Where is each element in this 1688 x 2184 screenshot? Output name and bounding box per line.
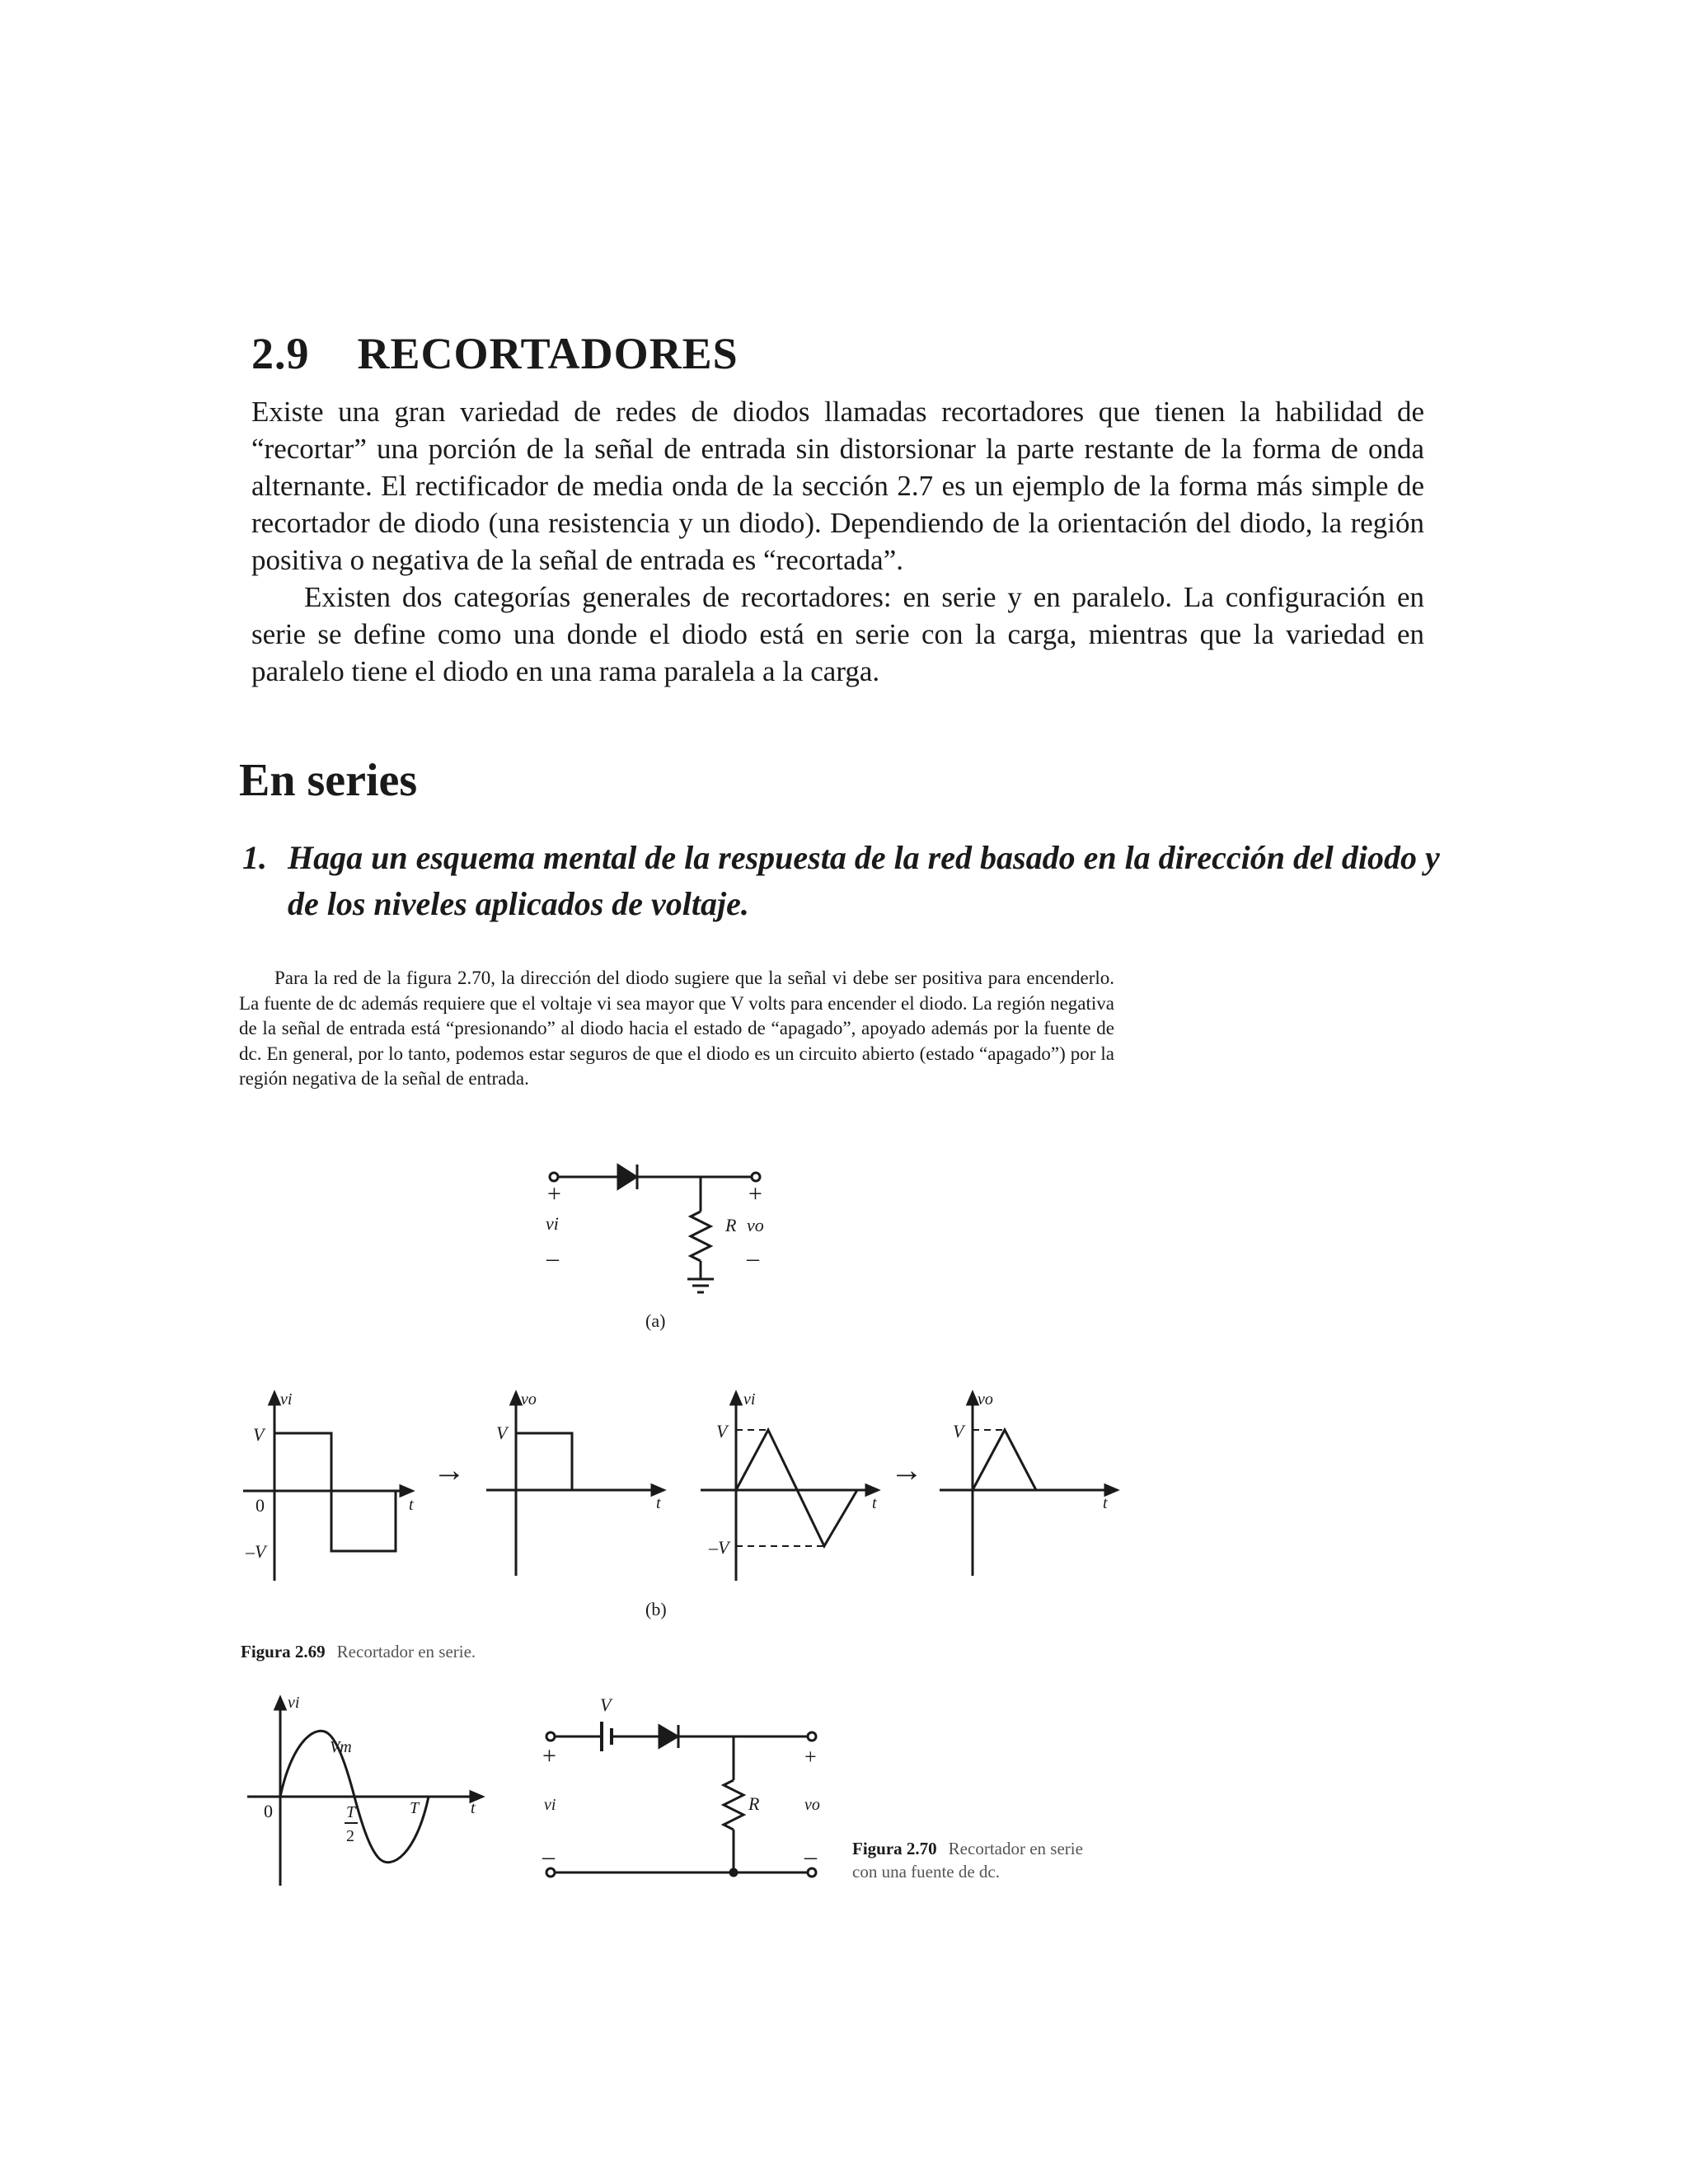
- fig70-circuit: [546, 1722, 816, 1877]
- axis-label-vo: vo: [978, 1390, 993, 1408]
- caption-label: Figura 2.70: [852, 1839, 937, 1858]
- caption-text: Recortador en serie con una fuente de dc.: [852, 1839, 1083, 1882]
- plus-label: +: [804, 1745, 817, 1769]
- axis-label-t: t: [409, 1496, 414, 1514]
- label-V-source: V: [600, 1694, 612, 1715]
- intro-paragraph: Existe una gran variedad de redes de diodos llamadas recortadores que tienen la habilidad de “recortar” una porción de la señal de entrada sin distorsionar la parte restante de la forma de onda alternante. El rectificador de media onda de la sección 2.7 es un ejemplo de la forma más simple de recortador de diodo (una resistencia y un diodo). Dependiendo de la orientación del diodo, la región positiva o negativa de la señal de entrada es “recortada”.: [251, 396, 1424, 576]
- vi-label: vi: [544, 1796, 556, 1814]
- plus-label: +: [542, 1742, 556, 1769]
- label-V: V: [496, 1422, 508, 1443]
- label-V: V: [253, 1424, 265, 1445]
- axis-label-vi: vi: [743, 1390, 756, 1408]
- categories-paragraph: Existen dos categorías generales de recortadores: en serie y en paralelo. La configuración en serie se define como una donde el diodo está en serie con la carga, mientras que la variedad en paralelo tiene el diodo en una rama paralela a la carga.: [251, 581, 1424, 687]
- vo-label: vo: [747, 1215, 764, 1235]
- vo-label: vo: [804, 1796, 820, 1814]
- output-terminal-top: [808, 1732, 816, 1741]
- minus-label: –: [804, 1843, 817, 1870]
- label-negV: –V: [246, 1541, 266, 1562]
- axis-label-t: t: [656, 1494, 661, 1512]
- vi-label: vi: [546, 1213, 559, 1234]
- step-number: 1.: [242, 839, 267, 876]
- plot-vo-square: [486, 1393, 663, 1576]
- minus-label: –: [546, 1244, 559, 1272]
- fig69-caption: [241, 1642, 476, 1662]
- label-0: 0: [256, 1495, 265, 1516]
- diode-symbol: [618, 1165, 637, 1189]
- plus-label: +: [748, 1180, 762, 1207]
- plus-label: +: [547, 1180, 561, 1207]
- explanation-paragraph: Para la red de la figura 2.70, la dirección del diodo sugiere que la señal vi debe ser positiva para encenderlo. La fuente de dc además requiere que el voltaje vi sea mayor que V volts para encender el diodo. La región negativa de la señal de entrada está “presionando” al diodo hacia el estado de “apagado”, apoyado además por la fuente de dc. En general, por lo tanto, podemos estar seguros de que el diodo es un circuito abierto (estado “apagado”) por la región negativa de la señal de entrada.: [239, 968, 1114, 1089]
- step-text: Haga un esquema mental de la respuesta de la red basado en la dirección del diodo y de los niveles aplicados de voltaje.: [288, 839, 1440, 922]
- plot-vo-triangle: [940, 1393, 1117, 1576]
- fig70-caption: [852, 1837, 1100, 1883]
- label-V: V: [953, 1421, 964, 1441]
- axis-label-t: t: [1103, 1494, 1108, 1512]
- plot-vi-square: [243, 1393, 412, 1581]
- minus-label: –: [542, 1843, 555, 1870]
- diode-symbol: [659, 1725, 678, 1748]
- minus-label: –: [747, 1244, 759, 1272]
- fig69a-label: (a): [645, 1310, 666, 1331]
- subheading-en-series: En series: [239, 755, 418, 806]
- label-T-half-den: 2: [346, 1827, 354, 1845]
- axis-label-vo: vo: [521, 1390, 537, 1408]
- resistor-symbol: [691, 1212, 710, 1261]
- label-0: 0: [264, 1801, 273, 1821]
- axis-label-t: t: [872, 1494, 877, 1512]
- caption-text: Recortador en serie.: [336, 1642, 476, 1661]
- label-negV: –V: [709, 1537, 729, 1558]
- resistor-symbol: [724, 1780, 743, 1830]
- axis-label-t: t: [471, 1799, 476, 1817]
- axis-label-vi: vi: [288, 1694, 300, 1712]
- battery-symbol: [602, 1722, 612, 1751]
- section-number: 2.9: [251, 329, 310, 378]
- plot-vi-sine: [247, 1698, 482, 1886]
- R-label: R: [725, 1215, 737, 1235]
- label-T-half-num: T: [346, 1803, 356, 1821]
- arrow-icon: →: [890, 1451, 923, 1488]
- label-Vm: Vm: [330, 1738, 352, 1756]
- fig69b-label: (b): [645, 1599, 667, 1619]
- label-T: T: [410, 1799, 420, 1817]
- ground-icon: [687, 1279, 714, 1292]
- input-terminal-top: [546, 1732, 555, 1741]
- R-label: R: [748, 1793, 760, 1814]
- arrow-icon: →: [433, 1451, 466, 1488]
- caption-label: Figura 2.69: [241, 1642, 326, 1661]
- section-title: RECORTADORES: [357, 329, 738, 378]
- label-V: V: [716, 1421, 728, 1441]
- axis-label-vi: vi: [280, 1390, 293, 1408]
